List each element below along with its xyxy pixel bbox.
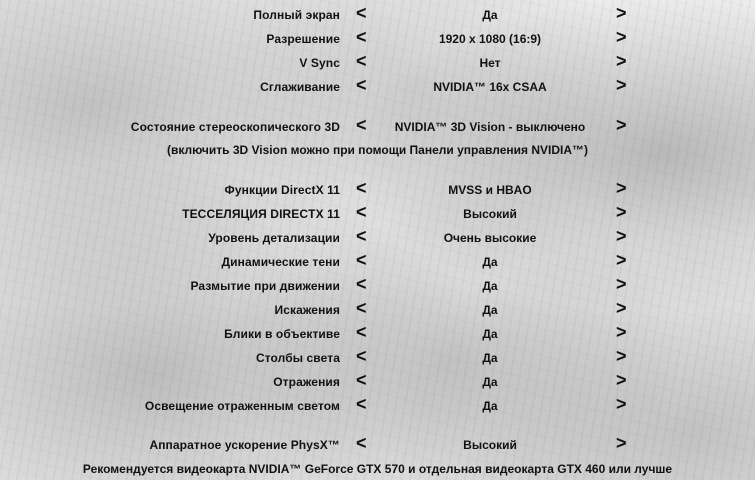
setting-label: Динамические тени — [221, 255, 340, 269]
increase-arrow-icon[interactable]: > — [616, 202, 627, 222]
decrease-arrow-icon[interactable]: < — [356, 433, 367, 453]
setting-row-resolution — [0, 28, 755, 50]
setting-label: Размытие при движении — [190, 279, 340, 293]
setting-row-dynamic-shadows — [0, 251, 755, 273]
increase-arrow-icon[interactable]: > — [616, 322, 627, 342]
setting-row-physx — [0, 434, 755, 456]
setting-label: Сглаживание — [260, 80, 340, 94]
setting-label: Полный экран — [253, 8, 340, 22]
increase-arrow-icon[interactable]: > — [616, 178, 627, 198]
setting-row-reflections — [0, 371, 755, 393]
setting-row-directx11-features — [0, 179, 755, 201]
setting-row-antialiasing — [0, 76, 755, 98]
decrease-arrow-icon[interactable]: < — [356, 202, 367, 222]
increase-arrow-icon[interactable]: > — [616, 51, 627, 71]
setting-value[interactable]: Очень высокие — [443, 231, 537, 245]
setting-row-tessellation — [0, 203, 755, 225]
setting-label: Аппаратное ускорение PhysX™ — [149, 438, 340, 452]
decrease-arrow-icon[interactable]: < — [356, 370, 367, 390]
increase-arrow-icon[interactable]: > — [616, 226, 627, 246]
setting-value[interactable]: Да — [482, 279, 498, 293]
setting-label: Освещение отраженным светом — [144, 399, 340, 413]
setting-label: V Sync — [299, 56, 340, 70]
setting-label: Функции DirectX 11 — [224, 183, 340, 197]
setting-row-detail-level — [0, 227, 755, 249]
decrease-arrow-icon[interactable]: < — [356, 178, 367, 198]
decrease-arrow-icon[interactable]: < — [356, 226, 367, 246]
setting-value[interactable]: Да — [482, 327, 498, 341]
setting-row-stereo-3d — [0, 116, 755, 138]
increase-arrow-icon[interactable]: > — [616, 394, 627, 414]
setting-value[interactable]: Нет — [479, 56, 501, 70]
setting-label: Состояние стереоскопического 3D — [130, 120, 340, 134]
setting-row-reflected-lighting — [0, 395, 755, 417]
setting-value[interactable]: NVIDIA™ 16x CSAA — [433, 80, 547, 94]
increase-arrow-icon[interactable]: > — [616, 75, 627, 95]
increase-arrow-icon[interactable]: > — [616, 27, 627, 47]
setting-row-vsync — [0, 52, 755, 74]
decrease-arrow-icon[interactable]: < — [356, 322, 367, 342]
setting-value[interactable]: Высокий — [463, 438, 517, 452]
setting-row-motion-blur — [0, 275, 755, 297]
decrease-arrow-icon[interactable]: < — [356, 115, 367, 135]
decrease-arrow-icon[interactable]: < — [356, 27, 367, 47]
decrease-arrow-icon[interactable]: < — [356, 250, 367, 270]
increase-arrow-icon[interactable]: > — [616, 3, 627, 23]
increase-arrow-icon[interactable]: > — [616, 433, 627, 453]
setting-value[interactable]: Да — [482, 303, 498, 317]
setting-label: Отражения — [273, 375, 340, 389]
increase-arrow-icon[interactable]: > — [616, 346, 627, 366]
increase-arrow-icon[interactable]: > — [616, 250, 627, 270]
setting-row-lens-flares — [0, 323, 755, 345]
decrease-arrow-icon[interactable]: < — [356, 346, 367, 366]
setting-label: Блики в объективе — [224, 327, 340, 341]
setting-value[interactable]: NVIDIA™ 3D Vision - выключено — [394, 120, 586, 134]
increase-arrow-icon[interactable]: > — [616, 115, 627, 135]
setting-label: Уровень детализации — [208, 231, 340, 245]
increase-arrow-icon[interactable]: > — [616, 298, 627, 318]
setting-row-distortion — [0, 299, 755, 321]
physx-recommendation: Рекомендуется видеокарта NVIDIA™ GeForce GTX 570 и отдельная видеокарта GTX 460 или лучше — [82, 462, 673, 476]
setting-value[interactable]: Да — [482, 8, 498, 22]
setting-value[interactable]: 1920 x 1080 (16:9) — [438, 32, 542, 46]
decrease-arrow-icon[interactable]: < — [356, 51, 367, 71]
decrease-arrow-icon[interactable]: < — [356, 298, 367, 318]
setting-value[interactable]: Высокий — [463, 207, 517, 221]
setting-row-light-shafts — [0, 347, 755, 369]
increase-arrow-icon[interactable]: > — [616, 274, 627, 294]
decrease-arrow-icon[interactable]: < — [356, 3, 367, 23]
setting-label: Искажения — [274, 303, 340, 317]
setting-label: ТЕССЕЛЯЦИЯ DIRECTX 11 — [182, 207, 340, 221]
setting-value[interactable]: MVSS и HBAO — [448, 183, 532, 197]
setting-label: Столбы света — [255, 351, 340, 365]
stereo-3d-hint: (включить 3D Vision можно при помощи Панели управления NVIDIA™) — [166, 143, 589, 157]
increase-arrow-icon[interactable]: > — [616, 370, 627, 390]
setting-label: Разрешение — [266, 32, 340, 46]
setting-value[interactable]: Да — [482, 399, 498, 413]
decrease-arrow-icon[interactable]: < — [356, 394, 367, 414]
setting-value[interactable]: Да — [482, 255, 498, 269]
setting-value[interactable]: Да — [482, 351, 498, 365]
setting-value[interactable]: Да — [482, 375, 498, 389]
setting-row-fullscreen — [0, 4, 755, 26]
decrease-arrow-icon[interactable]: < — [356, 274, 367, 294]
decrease-arrow-icon[interactable]: < — [356, 75, 367, 95]
